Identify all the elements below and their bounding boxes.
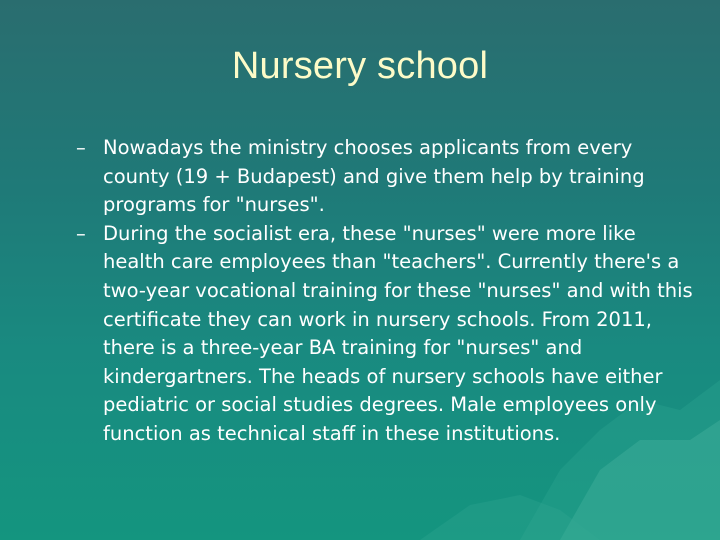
slide-title: Nursery school — [231, 45, 489, 87]
bullet-text: Nowadays the ministry chooses applicants from every county (19 + Budapest) and give them help by training programs for "nurses". — [103, 136, 645, 217]
bullet-item — [76, 134, 696, 220]
bullet-item — [76, 220, 696, 449]
bullet-dash: – — [76, 221, 86, 245]
bullet-text: During the socialist era, these "nurses" were more like health care employees than "teachers". Currently there's a two-year vocational training for these "nurses" and with this certificate they can work in nursery schools. From 2011, there is a three-year BA training for "nurses" and kindergartners. The heads of nursery schools have either pediatric or social studies degrees. Male employees only function as technical staff in these institutions. — [103, 221, 693, 445]
bullet-dash: – — [76, 136, 86, 159]
bullet-list — [76, 134, 696, 449]
